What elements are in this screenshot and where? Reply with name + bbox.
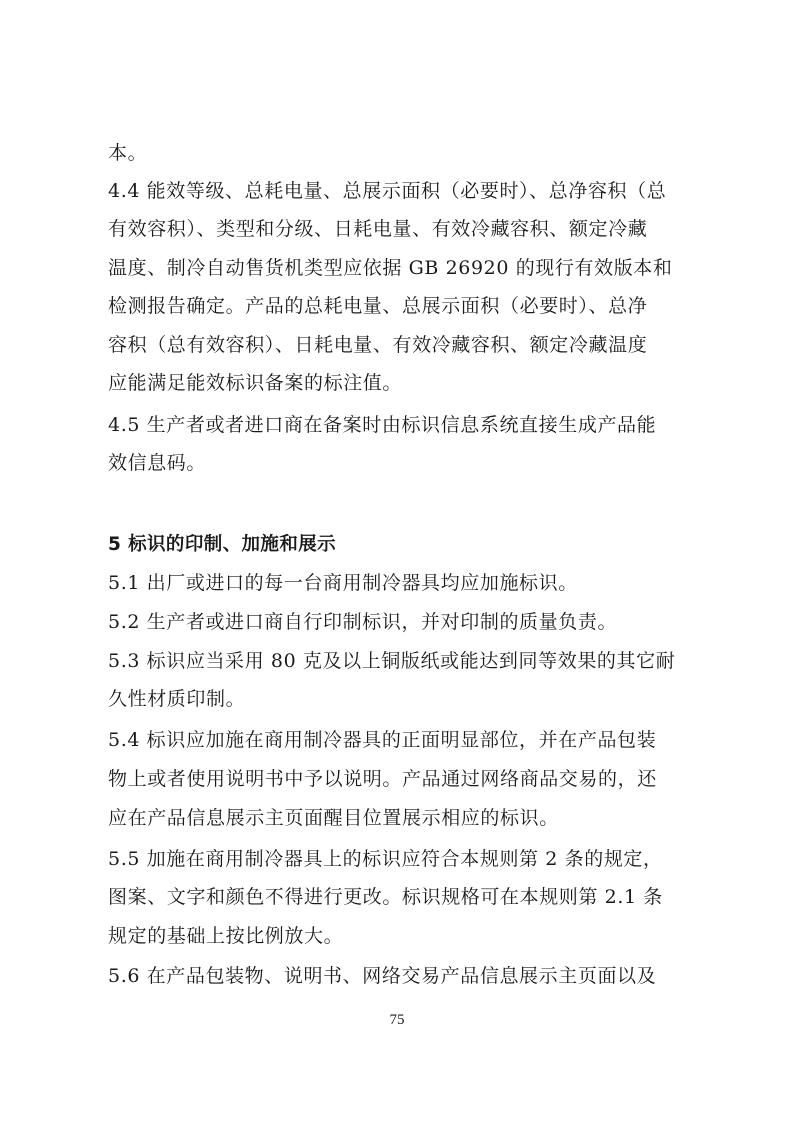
text-line: 4.4 能效等级、总耗电量、总展示面积（必要时）、总净容积（总 xyxy=(108,180,667,202)
text-line: 规定的基础上按比例放大。 xyxy=(108,925,344,947)
text-line: 应能满足能效标识备案的标注值。 xyxy=(108,372,403,394)
text-line: 图案、文字和颜色不得进行更改。标识规格可在本规则第 2.1 条 xyxy=(108,886,663,908)
text-line: 温度、制冷自动售货机类型应依据 GB 26920 的现行有效版本和 xyxy=(108,257,673,279)
text-line: 效信息码。 xyxy=(108,452,207,474)
text-line: 本。 xyxy=(108,142,148,164)
text-line: 物上或者使用说明书中予以说明。产品通过网络商品交易的，还 xyxy=(108,768,657,790)
page-number: 75 xyxy=(389,1012,405,1028)
text-line: 5.6 在产品包装物、说明书、网络交易产品信息展示主页面以及 xyxy=(108,965,657,987)
section-heading: 5 标识的印制、加施和展示 xyxy=(108,534,337,555)
text-line: 5.4 标识应加施在商用制冷器具的正面明显部位，并在产品包装 xyxy=(108,729,657,751)
text-line: 久性材质印制。 xyxy=(108,688,246,710)
text-line: 应在产品信息展示主页面醒目位置展示相应的标识。 xyxy=(108,807,559,829)
text-line: 4.5 生产者或者进口商在备案时由标识信息系统直接生成产品能 xyxy=(108,414,657,436)
text-line: 5.3 标识应当采用 80 克及以上铜版纸或能达到同等效果的其它耐 xyxy=(108,650,676,672)
text-line: 5.5 加施在商用制冷器具上的标识应符合本规则第 2 条的规定， xyxy=(108,848,663,870)
text-line: 5.2 生产者或进口商自行印制标识，并对印制的质量负责。 xyxy=(108,611,618,633)
text-line: 有效容积）、类型和分级、日耗电量、有效冷藏容积、额定冷藏 xyxy=(108,218,648,240)
text-line: 容积（总有效容积）、日耗电量、有效冷藏容积、额定冷藏温度 xyxy=(108,334,648,356)
text-line: 检测报告确定。产品的总耗电量、总展示面积（必要时）、总净 xyxy=(108,295,648,317)
text-line: 5.1 出厂或进口的每一台商用制冷器具均应加施标识。 xyxy=(108,572,578,594)
